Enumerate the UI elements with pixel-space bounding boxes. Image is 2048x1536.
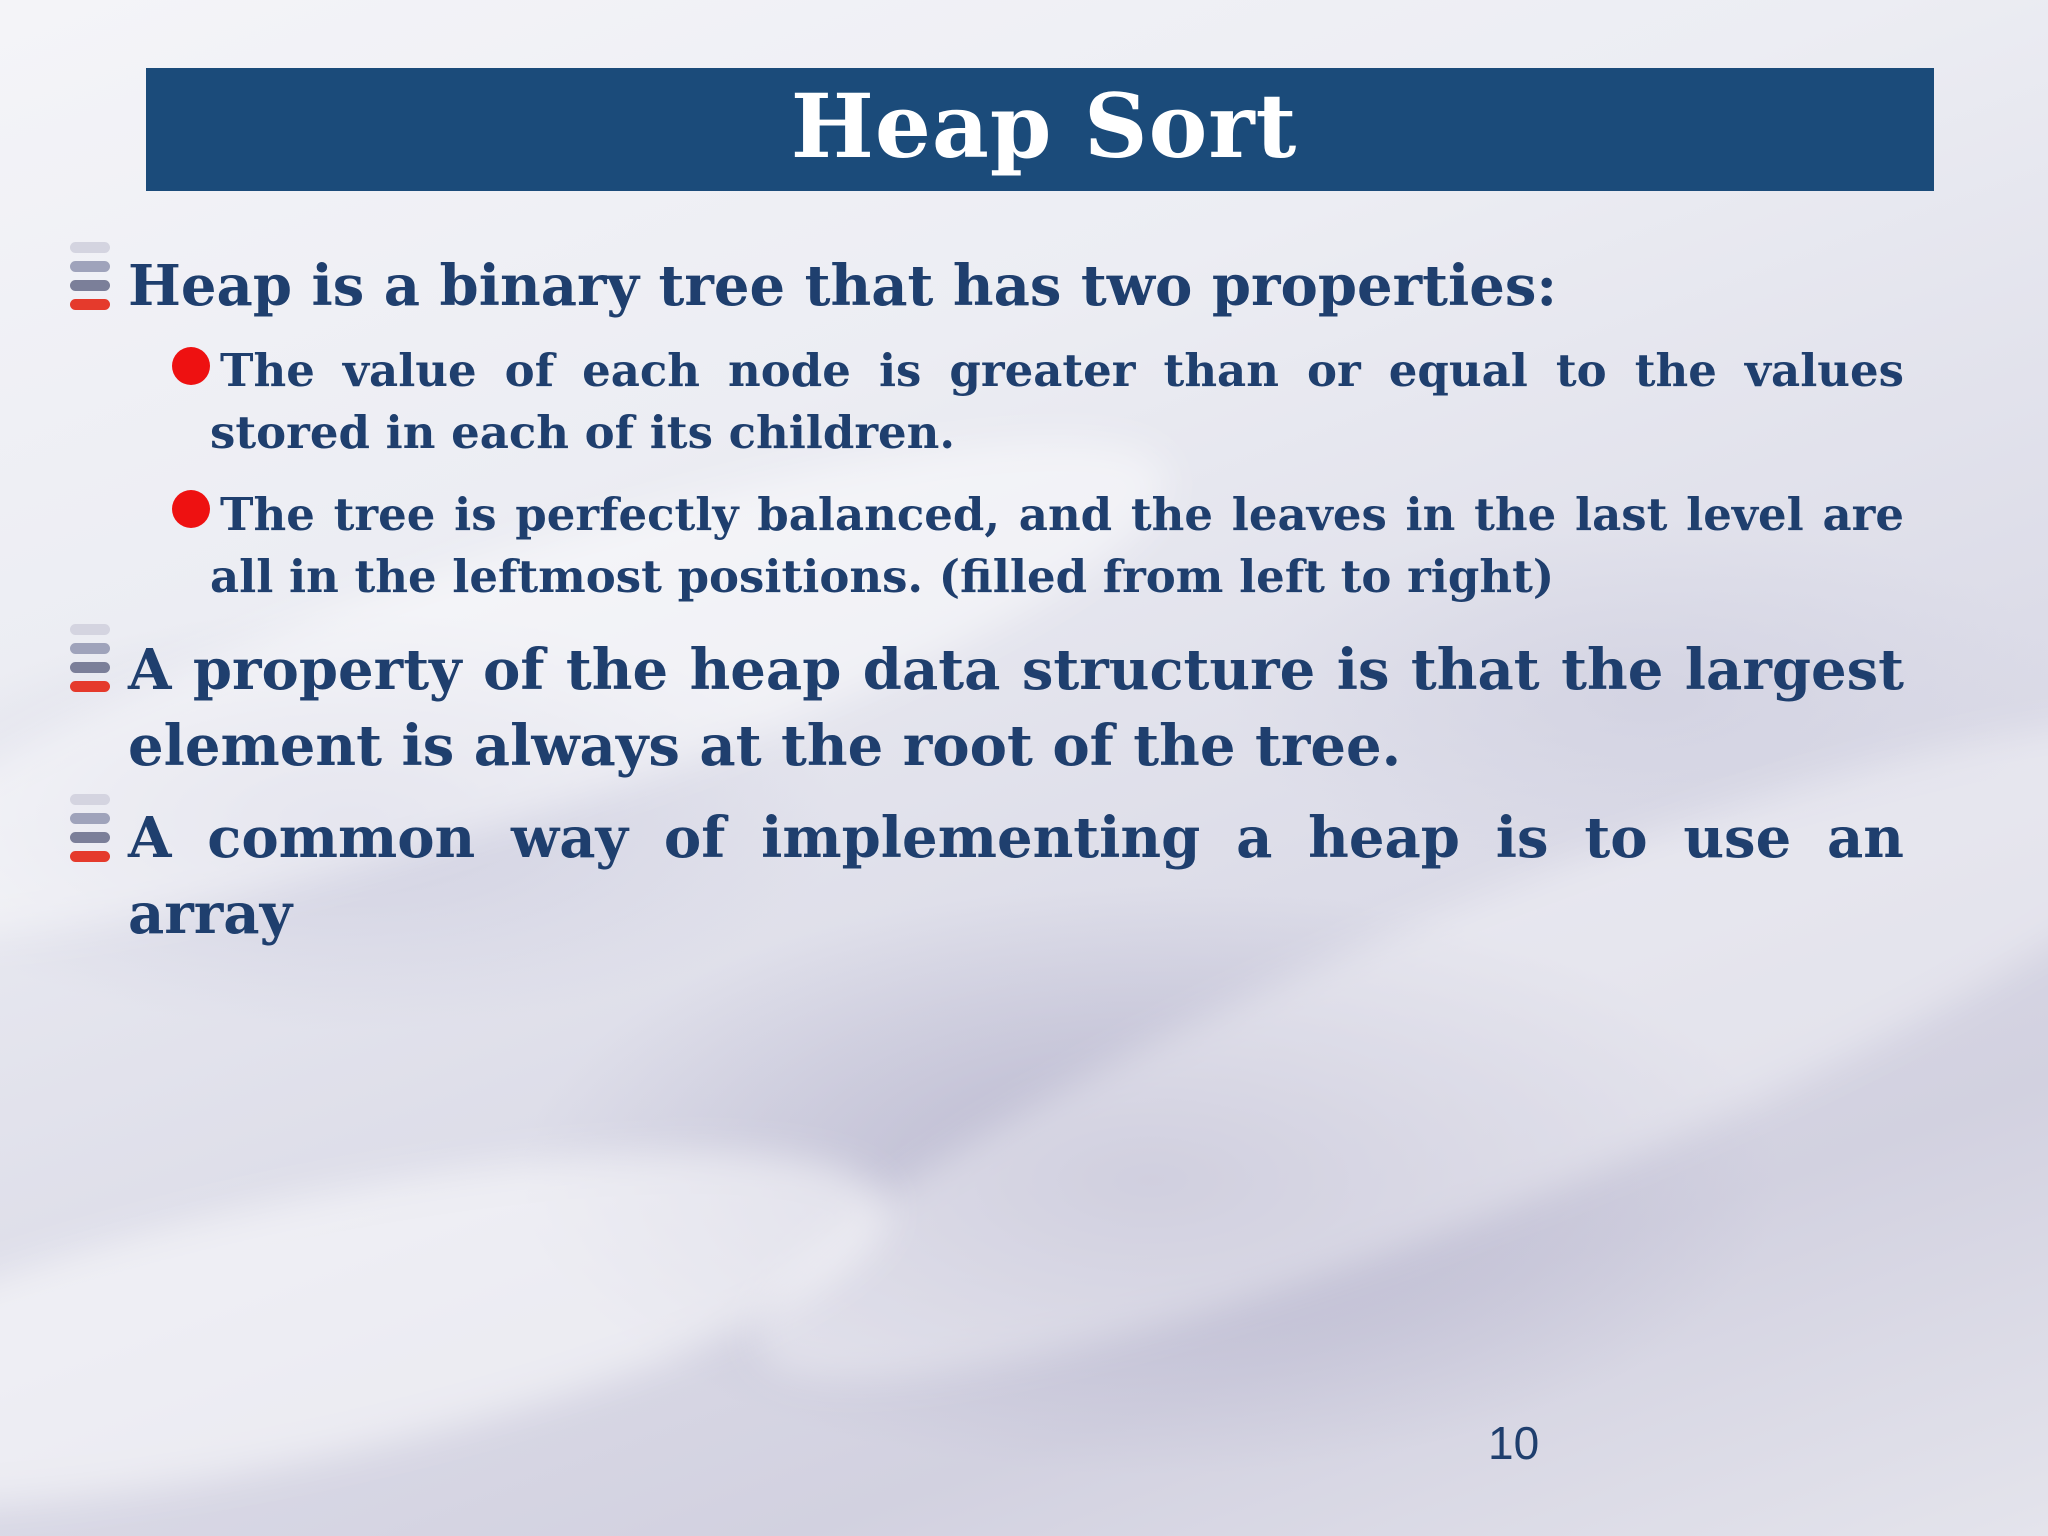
slide-title: Heap Sort [790, 74, 1298, 178]
background-swoosh [0, 1078, 914, 1536]
bullet-item: A property of the heap data structure is that the largest element is always at the root of the tree. [128, 637, 1904, 779]
sub-bullet-item: The tree is perfectly balanced, and the leaves in the last level are all in the leftmost positions. (filled from left to right) [210, 488, 1904, 603]
stacked-bars-icon [70, 242, 114, 318]
stacked-bars-icon [70, 794, 114, 870]
bullet-item: Heap is a binary tree that has two properties: [128, 253, 1558, 319]
page-number: 10 [1488, 1417, 1540, 1469]
bullet-item: A common way of implementing a heap is to use an array [128, 805, 1904, 947]
red-dot-icon [172, 490, 210, 528]
red-dot-icon [172, 347, 210, 385]
stacked-bars-icon [70, 624, 114, 700]
sub-bullet-item: The value of each node is greater than or equal to the values stored in each of its children. [210, 344, 1904, 459]
